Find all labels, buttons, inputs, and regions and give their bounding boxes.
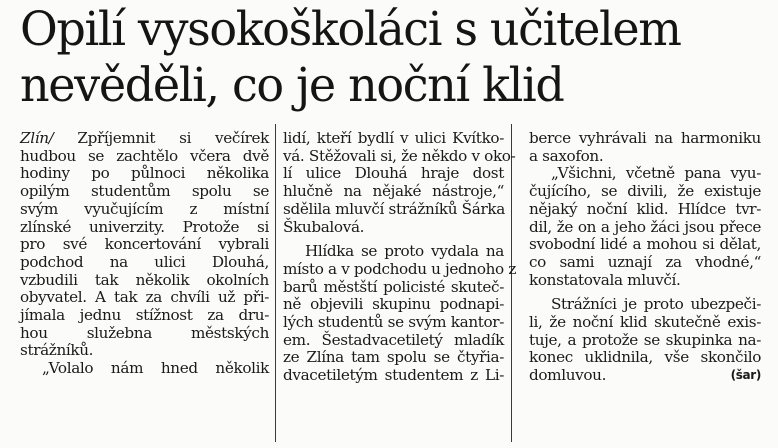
text-line-segment: Zpříjemnit si večírek <box>53 129 269 147</box>
text-line: jímala jednu stížnost za dru- <box>20 306 269 325</box>
author-signature: (šar) <box>730 368 761 383</box>
article-column-2 <box>283 129 516 385</box>
text-line: ze Zlína tam spolu se čtyřia- <box>283 348 504 367</box>
text-line: a saxofon. <box>529 146 604 165</box>
text-line: opilým studentům spolu se <box>20 182 269 201</box>
column-divider-1 <box>275 124 276 442</box>
text-line: „Všichni, včetně pana vyu- <box>551 164 761 183</box>
text-line: Škubalová. <box>283 217 365 236</box>
article-column-3 <box>529 130 761 385</box>
text-line-segment: domluvou. <box>529 366 607 385</box>
text-line: Strážníci je proto ubezpeči- <box>551 295 761 314</box>
text-line: lých studentů se svým kantor- <box>283 313 504 332</box>
text-line: konec uklidnila, vše skončilo <box>529 348 761 367</box>
text-line: dil, že on a jeho žáci jsou přece <box>529 217 761 236</box>
text-line: svobodní lidé a mohou si dělat, <box>529 235 761 254</box>
text-line: hlučně na nějaké nástroje,“ <box>283 182 504 201</box>
text-line: obyvatel. A tak za chvíli už při- <box>20 288 269 307</box>
text-line: zlínské univerzity. Protože si <box>20 217 269 236</box>
text-line: barů městští policisté skuteč- <box>283 277 504 296</box>
text-line: lidí, kteří bydlí v ulici Kvítko- <box>283 129 504 147</box>
text-line: em. Šestadvacetiletý mladík <box>283 330 504 349</box>
text-line <box>20 130 269 148</box>
text-line: hou služebna městských <box>20 323 269 342</box>
text-line: hudbou se zachtělo včera dvě <box>20 146 269 165</box>
text-line: podchod na ulici Dlouhá, <box>20 252 269 271</box>
text-line: sdělila mluvčí strážníků Šárka <box>283 199 505 218</box>
text-line <box>529 367 761 385</box>
text-line: co sami uznají za vhodné,“ <box>529 252 761 271</box>
text-line: hodiny po půlnoci několika <box>20 164 269 183</box>
text-line: svým vyučujícím z místní <box>20 199 269 218</box>
text-line: berce vyhrávali na harmoniku <box>529 129 761 147</box>
text-line: ně objevili skupinu podnapi- <box>283 295 504 314</box>
article-column-1 <box>20 130 269 378</box>
text-line: „Volalo nám hned několik <box>42 359 269 378</box>
text-line: strážníků. <box>20 341 94 360</box>
article-headline <box>20 2 755 114</box>
text-line: Hlídka se proto vydala na <box>305 242 504 261</box>
text-line: tuje, a protože se skupinka na- <box>529 330 761 349</box>
text-line: nějaký noční klid. Hlídce tvr- <box>529 199 761 218</box>
column-divider-2 <box>511 124 512 442</box>
headline-line-1: Opilí vysokoškoláci s učitelem <box>20 2 681 57</box>
text-line: dvacetiletým studentem z Li- <box>283 366 504 385</box>
text-line: lí ulice Dlouhá hraje dost <box>283 164 504 183</box>
text-line: místo a v podchodu u jednoho z <box>283 259 516 278</box>
text-line: čujícího, se divili, že existuje <box>529 182 761 201</box>
text-line: vá. Stěžovali si, že někdo v oko- <box>283 146 516 165</box>
headline-line-2: nevěděli, co je noční klid <box>20 58 564 113</box>
text-line: pro své koncertování vybrali <box>20 235 269 254</box>
dateline: Zlín/ <box>20 129 54 147</box>
text-line: konstatovala mluvčí. <box>529 270 681 289</box>
text-line: vzbudili tak několik okolních <box>20 270 269 289</box>
text-line: li, že noční klid skutečně exis- <box>529 313 761 332</box>
